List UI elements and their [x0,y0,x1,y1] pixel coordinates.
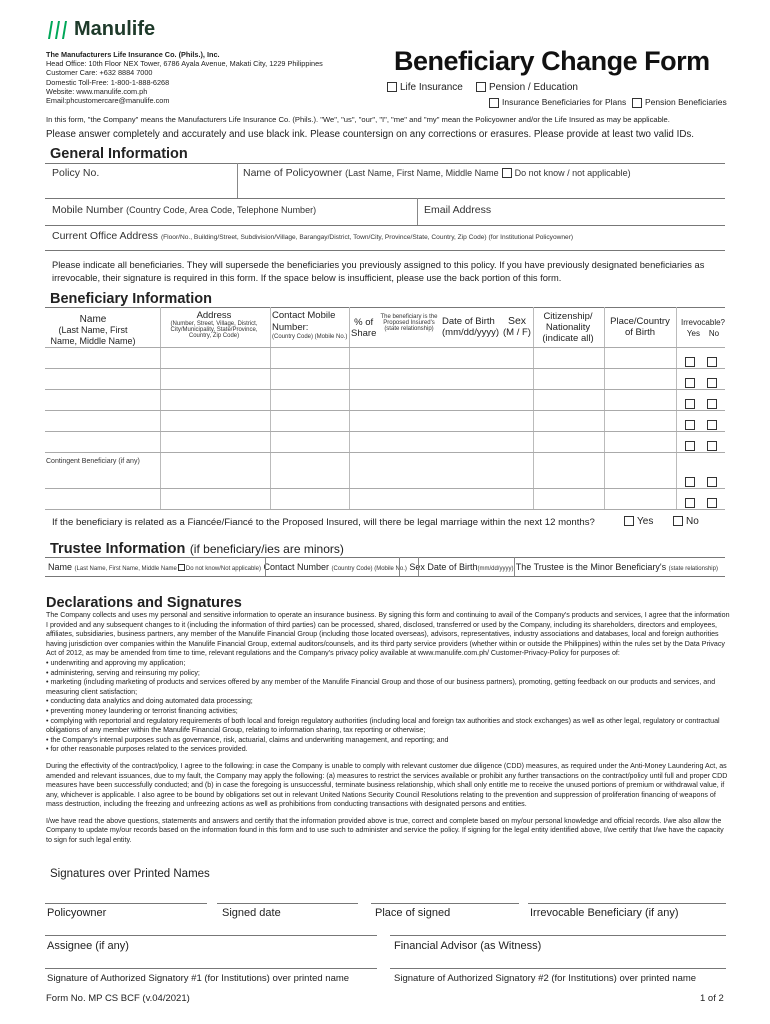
pension-label: Pension / Education [489,82,578,93]
trustee-dont-know-label: Do not know/Not applicable) [185,566,261,572]
irrevocable-no-checkbox[interactable] [707,399,717,409]
col-share-header [351,317,376,339]
company-email: Email:phcustomercare@manulife.com [46,96,170,106]
option-plans[interactable] [489,97,626,108]
company-website: Website: www.manulife.com.ph [46,86,148,96]
col-name-hint: (Last Name, First Name, Middle Name) [50,325,136,346]
irrevocable-no-checkbox[interactable] [707,357,717,367]
col-address-header [162,310,266,339]
beneficiary-row-4[interactable] [685,416,720,434]
sig-signed-date[interactable]: Signed date [222,907,281,919]
footer-page: 1 of 2 [700,993,724,1004]
irrevocable-yes-checkbox[interactable] [685,399,695,409]
fiance-no-checkbox[interactable] [673,516,683,526]
sig-advisor[interactable]: Financial Advisor (as Witness) [394,940,542,952]
declaration-bullet: • marketing (including marketing of products and services offered by any member of the Manulife Financial Group and those of our business partners), promoting, getting feedback on our products and services, and measuring client satisfaction; [46,678,716,696]
irrevocable-yes-checkbox[interactable] [685,378,695,388]
declarations-body [46,611,730,846]
col-citizenship-hint: (indicate all) [542,333,594,344]
office-label: Current Office Address [52,230,159,242]
irrevocable-yes-checkbox[interactable] [685,498,695,508]
col-sex-hint: (M / F) [503,327,531,338]
trustee-heading [50,540,344,558]
company-logo [46,18,155,41]
declaration-bullet: • preventing money laundering or terrorist financing activities; [46,706,238,715]
manulife-logo-icon [46,20,68,40]
policyowner-hint: (Last Name, First Name, Middle Name [345,168,499,178]
col-citizenship-header [534,311,602,344]
irrevocable-yes-checkbox[interactable] [685,420,695,430]
trustee-contact-label: Contact Number [263,562,329,572]
sig-policyowner[interactable]: Policyowner [47,907,107,919]
col-dob-hint: (mm/dd/yyyy) [442,327,499,338]
beneficiary-row-3[interactable] [685,395,720,413]
option-life-insurance[interactable] [387,82,463,93]
logo-text: Manulife [74,18,156,40]
sig-signatory-2[interactable]: Signature of Authorized Signatory #2 (for Institutions) over printed name [394,973,697,984]
beneficiary-notice: Please indicate all beneficiaries. They will supersede the beneficiaries you previously assigned to this policy. If you have previously designated beneficiaries as irrevocable, their signature is required in this form. If the space below is insufficient, please use the back portion of this form. [52,260,705,283]
irrevocable-no-checkbox[interactable] [707,420,717,430]
col-dob-header [442,316,499,338]
fiance-yes-checkbox[interactable] [624,516,634,526]
fiance-yes-option[interactable] [624,516,653,527]
company-head-office: Head Office: 10th Floor NEX Tower, 6786 Ayala Avenue, Makati City, 1229 Philippines [46,59,323,69]
mobile-hint: (Country Code, Area Code, Telephone Number) [126,205,317,215]
declaration-bullet: • for other reasonable purposes related to the services provided. [46,745,248,754]
plans-checkbox[interactable] [489,98,499,108]
pension-beneficiaries-label: Pension Beneficiaries [645,97,727,107]
office-field[interactable] [52,230,573,242]
declaration-bullet: • conducting data analytics and doing automated data processing; [46,697,253,706]
irrevocable-no-label: No [708,329,720,338]
col-sex-header [503,315,531,339]
col-name-header [48,314,138,347]
fiance-yes-label: Yes [637,516,654,527]
col-name-label: Name [79,314,107,325]
trustee-sex-label: Sex [409,562,425,572]
trustee-dob-label: Date of Birth [427,562,478,572]
trustee-relation-hint: (state relationship) [668,566,718,572]
trustee-name-label: Name [48,562,73,572]
form-title: Beneficiary Change Form [394,46,710,76]
contingent-label: Contingent Beneficiary (if any) [46,458,140,465]
pension-beneficiaries-checkbox[interactable] [632,98,642,108]
form-definition: In this form, "the Company" means the Manufacturers Life Insurance Co. (Phils.). "We", "us", "our", "I", "me" and "my" mean the Policyowner and/or the Life Insured as may be applicable. [46,115,670,124]
beneficiary-row-1[interactable] [685,353,720,371]
beneficiary-heading: Beneficiary Information [50,291,212,307]
col-contact-label: Contact Mobile Number: [272,310,336,333]
fiance-question: If the beneficiary is related as a Fiancée/Fiancé to the Proposed Insured, will there be legal marriage within the next 12 months? [52,517,595,528]
sig-signatory-1[interactable]: Signature of Authorized Signatory #1 (for Institutions) over printed name [47,973,350,984]
irrevocable-no-checkbox[interactable] [707,477,717,487]
declaration-bullet: • administering, serving and reinsuring my policy; [46,668,200,677]
col-share-pct: % of [354,317,374,328]
trustee-relation-label: The Trustee is the Minor Beneficiary's [515,562,667,572]
trustee-dob-hint: (mm/dd/yyyy) [477,566,514,572]
form-instruction: Please answer completely and accurately and use black ink. Please countersign on any corrections or erasures. Please provide at least two valid IDs. [46,129,695,140]
irrevocable-no-checkbox[interactable] [707,378,717,388]
policy-no-label: Policy No. [52,167,100,179]
mobile-label: Mobile Number [52,204,124,216]
trustee-dont-know-checkbox[interactable] [178,564,185,571]
contingent-row-1[interactable] [685,473,720,491]
pension-checkbox[interactable] [476,82,486,92]
irrevocable-yes-checkbox[interactable] [685,357,695,367]
signatures-heading: Signatures over Printed Names [50,868,210,880]
email-label[interactable]: Email Address [424,204,492,216]
company-name: The Manufacturers Life Insurance Co. (Phils.), Inc. [46,50,220,59]
life-insurance-label: Life Insurance [400,82,463,93]
declaration-bullet: • complying with reportorial and regulatory requirements of both local and foreign regulatory authorities (including local and foreign tax authorities and stock exchanges) as well as other legal, regulatory or contractual obligations of any member within the Manulife Financial Group, relating to information sharing, tax reporting or otherwise; [46,716,720,735]
trustee-fields[interactable] [48,562,718,572]
sig-assignee[interactable]: Assignee (if any) [47,940,129,952]
col-irrevocable-header [679,317,727,339]
irrevocable-no-checkbox[interactable] [707,498,717,508]
col-sex-label: Sex [507,315,527,327]
col-place-header: Place/Country of Birth [610,316,670,338]
policyowner-label: Name of Policyowner [243,167,343,179]
option-pension[interactable] [476,82,578,93]
col-relation-header: The beneficiary is the Proposed Insured's (state relationship) [380,314,438,332]
irrevocable-no-checkbox[interactable] [707,441,717,451]
policyowner-field[interactable] [243,167,631,179]
company-toll-free: Domestic Toll-Free: 1-800-1-888-6268 [46,77,170,87]
col-contact-header [272,310,348,340]
declaration-bullet: • underwriting and approving my application; [46,658,186,667]
dont-know-label: Do not know / not applicable) [514,168,631,178]
col-contact-hint: (Country Code) (Mobile No.) [272,334,348,340]
option-pension-beneficiaries[interactable] [632,97,727,108]
col-citizenship-label: Citizenship/ Nationality [543,311,593,333]
company-info [46,50,323,105]
sig-irrevocable[interactable]: Irrevocable Beneficiary (if any) [530,907,679,919]
trustee-name-hint: (Last Name, First Name, Middle Name [74,566,177,572]
trustee-heading-label: Trustee Information [50,541,186,557]
trustee-heading-hint: (if beneficiary/ies are minors) [189,542,344,556]
fiance-no-label: No [686,516,699,527]
general-heading: General Information [50,146,188,162]
footer-form-no: Form No. MP CS BCF (v.04/2021) [46,993,190,1004]
irrevocable-yes-checkbox[interactable] [685,477,695,487]
declarations-heading: Declarations and Signatures [46,595,242,611]
declarations-para-1: The Company collects and uses my personal and sensitive information to operate an insurance business. By signing this form and continuing to avail of the Company's products and services, I agree that the information I provided and any subsequent changes to it (including the information of third parties) can be processed, shared, disclosed, transferred or used by the Company, including its shareholders, directors and employees, affiliates, subsidiaries, business partners, any member of the Manulife Financial Group (including those located overseas), advisors, representatives, industry associations and databases, local and foreign authorities having jurisdiction over companies within the Manulife Financial Group, external auditors/counsels, and its third party service providers (whether within or outside the Philippines) within the rules set by the Data Privacy Act of 2012, as may be amended from time to time, relevant regulations and the Company's privacy policy available at www.manulife.com.ph/ Customer-Privacy-Policy for purposes of: [46,611,730,658]
beneficiary-row-5[interactable] [685,437,720,455]
company-customer-care: Customer Care: +632 8884 7000 [46,68,153,78]
trustee-contact-hint: (Country Code) (Mobile No.) [331,566,407,572]
plans-label: Insurance Beneficiaries for Plans [502,97,627,107]
declaration-bullet: • the Company's internal purposes such as governance, risk, actuarial, claims and underwriting management, and reporting; and [46,735,449,744]
col-address-hint: (Number, Street, Village, District, City/Municipality, State/Province, Country, Zip Code) [170,321,258,339]
declarations-para-2: During the effectivity of the contract/policy, I agree to the following: in case the Company is unable to comply with relevant customer due diligence (CDD) measures, as required under the Anti-Money Laundering Act, as amended and relevant issuances, due to my fault, the Company may apply the following: (a) measures to restrict the services available or prohibit any further transactions on the contract/policy until full and proper CDD measures have been successfully conducted; and (b) in case the foregoing is unsuccessful, terminate business relationship, which shall only entitle me to receive the unused portions of premium or withdrawal value, if any, whichever is applicable. I also agree to be bound by obligations set out in relevant United Nations Security Council Resolutions relating to the prevention and suppression of proliferation financing of weapons of mass destruction, including the freezing and unfreezing actions as well as prohibitions from conducting transactions with designated persons and entities. [46,761,728,809]
col-dob-label: Date of Birth [442,316,495,327]
life-insurance-checkbox[interactable] [387,82,397,92]
col-share-label: Share [351,328,377,339]
fiance-no-option[interactable] [673,516,699,527]
office-hint: (Floor/No., Building/Street, Subdivision/Village, Barangay/District, Town/City, Province/State, Country, Zip Code) (for Institutional Policyowner) [160,234,574,241]
mobile-field[interactable] [52,204,316,216]
col-address-label: Address [196,310,232,321]
contingent-row-2[interactable] [685,494,720,512]
irrevocable-yes-label: Yes [686,329,700,338]
dont-know-checkbox[interactable] [502,168,512,178]
beneficiary-row-2[interactable] [685,374,720,392]
sig-place-signed[interactable]: Place of signed [375,907,451,919]
col-irrevocable-label: Irrevocable? [680,318,726,327]
irrevocable-yes-checkbox[interactable] [685,441,695,451]
declarations-para-3: I/we have read the above questions, statements and answers and certify that the information provided above is true, correct and complete based on my/our personal knowledge and official records. I/we also allow the Company to update my/our records based on the information found in this form and to use such to administer and service the policy. If signing for the legal entity identified above, I/we certify that I/we have the capacity to sign for such legal entity. [46,816,724,845]
